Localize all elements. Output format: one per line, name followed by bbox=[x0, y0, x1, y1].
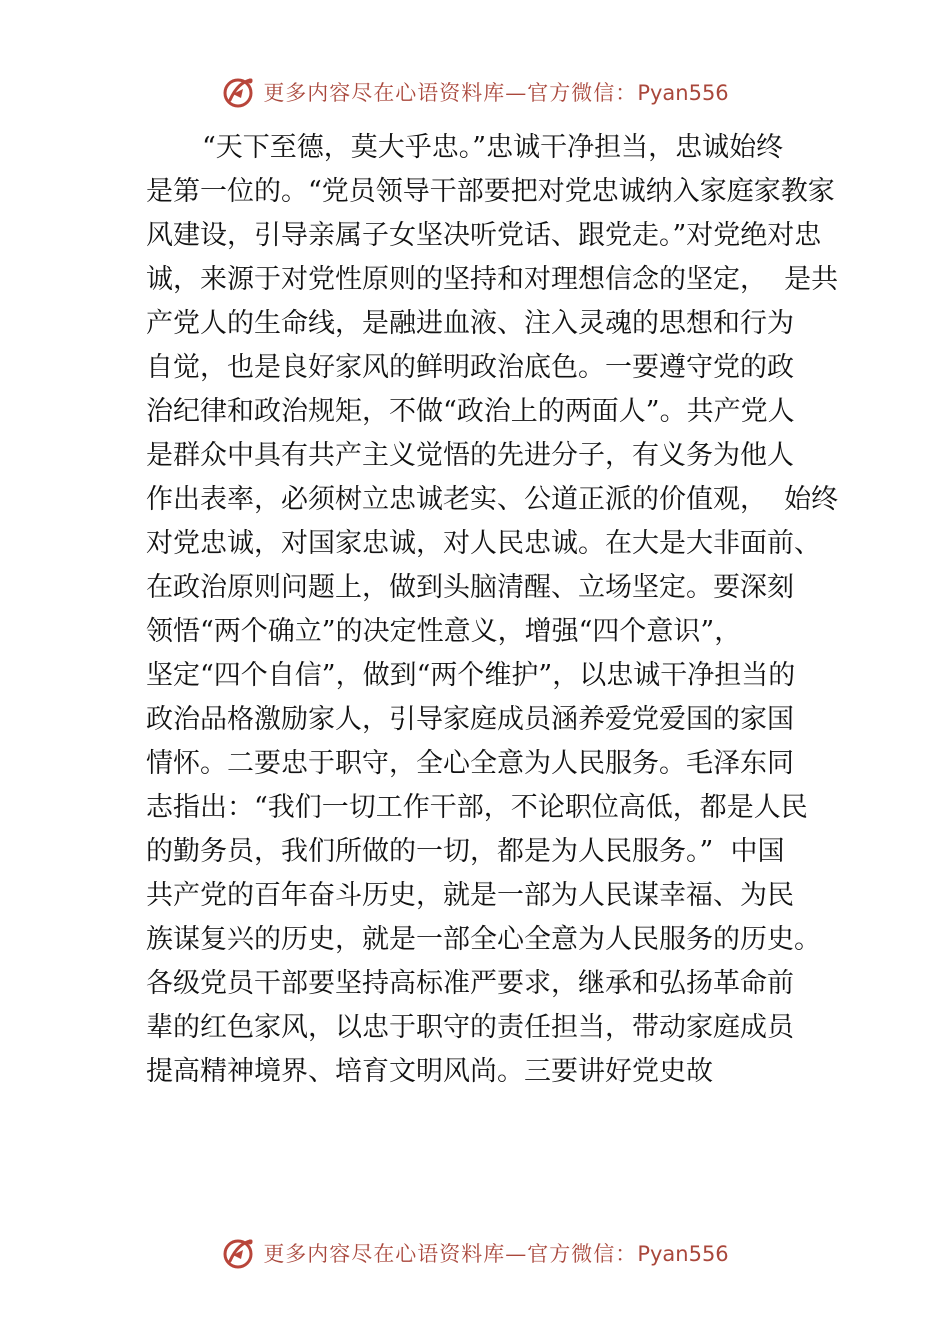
text-line: 在政治原则问题上，做到头脑清醒、立场坚定。要深刻 bbox=[146, 572, 794, 603]
text-line: “天下至德，莫大乎忠。”忠诚干净担当，忠诚始终 bbox=[202, 132, 784, 163]
text-line: 的勤务员，我们所做的一切，都是为人民服务。” 中国 bbox=[146, 836, 785, 867]
brand-logo-icon bbox=[221, 1235, 257, 1271]
text-line: 领悟“两个确立”的决定性意义，增强“四个意识”， bbox=[146, 616, 742, 647]
wechat-id: Pyan556 bbox=[637, 1242, 729, 1266]
text-line: 各级党员干部要坚持高标准严要求，继承和弘扬革命前 bbox=[146, 968, 794, 999]
text-line: 作出表率，必须树立忠诚老实、公道正派的价值观， 始终 bbox=[146, 484, 839, 515]
text-line: 自觉，也是良好家风的鲜明政治底色。一要遵守党的政 bbox=[146, 352, 794, 383]
text-line: 共产党的百年奋斗历史，就是一部为人民谋幸福、为民 bbox=[146, 880, 794, 911]
text-line: 对党忠诚，对国家忠诚，对人民忠诚。在大是大非面前、 bbox=[146, 528, 821, 559]
text-line: 诚，来源于对党性原则的坚持和对理想信念的坚定， 是共 bbox=[146, 264, 839, 295]
text-line: 是第一位的。“党员领导干部要把对党忠诚纳入家庭家教家 bbox=[146, 176, 835, 207]
text-line: 产党人的生命线，是融进血液、注入灵魂的思想和行为 bbox=[146, 308, 794, 339]
document-body bbox=[146, 126, 839, 1094]
text-line: 提高精神境界、培育文明风尚。三要讲好党史故 bbox=[146, 1056, 713, 1087]
text-line: 族谋复兴的历史，就是一部全心全意为人民服务的历史。 bbox=[146, 924, 821, 955]
text-line: 志指出：“我们一切工作干部，不论职位高低，都是人民 bbox=[146, 792, 808, 823]
header-banner bbox=[0, 70, 950, 114]
banner-text: 更多内容尽在心语资料库—官方微信：Pyan556 bbox=[263, 81, 729, 105]
footer-banner bbox=[0, 1231, 950, 1275]
banner-text: 更多内容尽在心语资料库—官方微信：Pyan556 bbox=[263, 1242, 729, 1266]
text-line: 是群众中具有共产主义觉悟的先进分子，有义务为他人 bbox=[146, 440, 794, 471]
text-line: 治纪律和政治规矩，不做“政治上的两面人”。共产党人 bbox=[146, 396, 795, 427]
brand-logo-icon bbox=[221, 74, 257, 110]
text-line: 辈的红色家风，以忠于职守的责任担当，带动家庭成员 bbox=[146, 1012, 794, 1043]
wechat-id: Pyan556 bbox=[637, 81, 729, 105]
text-line: 政治品格激励家人，引导家庭成员涵养爱党爱国的家国 bbox=[146, 704, 794, 735]
text-line: 情怀。二要忠于职守，全心全意为人民服务。毛泽东同 bbox=[146, 748, 794, 779]
text-line: 风建设，引导亲属子女坚决听党话、跟党走。”对党绝对忠 bbox=[146, 220, 822, 251]
text-line: 坚定“四个自信”，做到“两个维护”，以忠诚干净担当的 bbox=[146, 660, 796, 691]
